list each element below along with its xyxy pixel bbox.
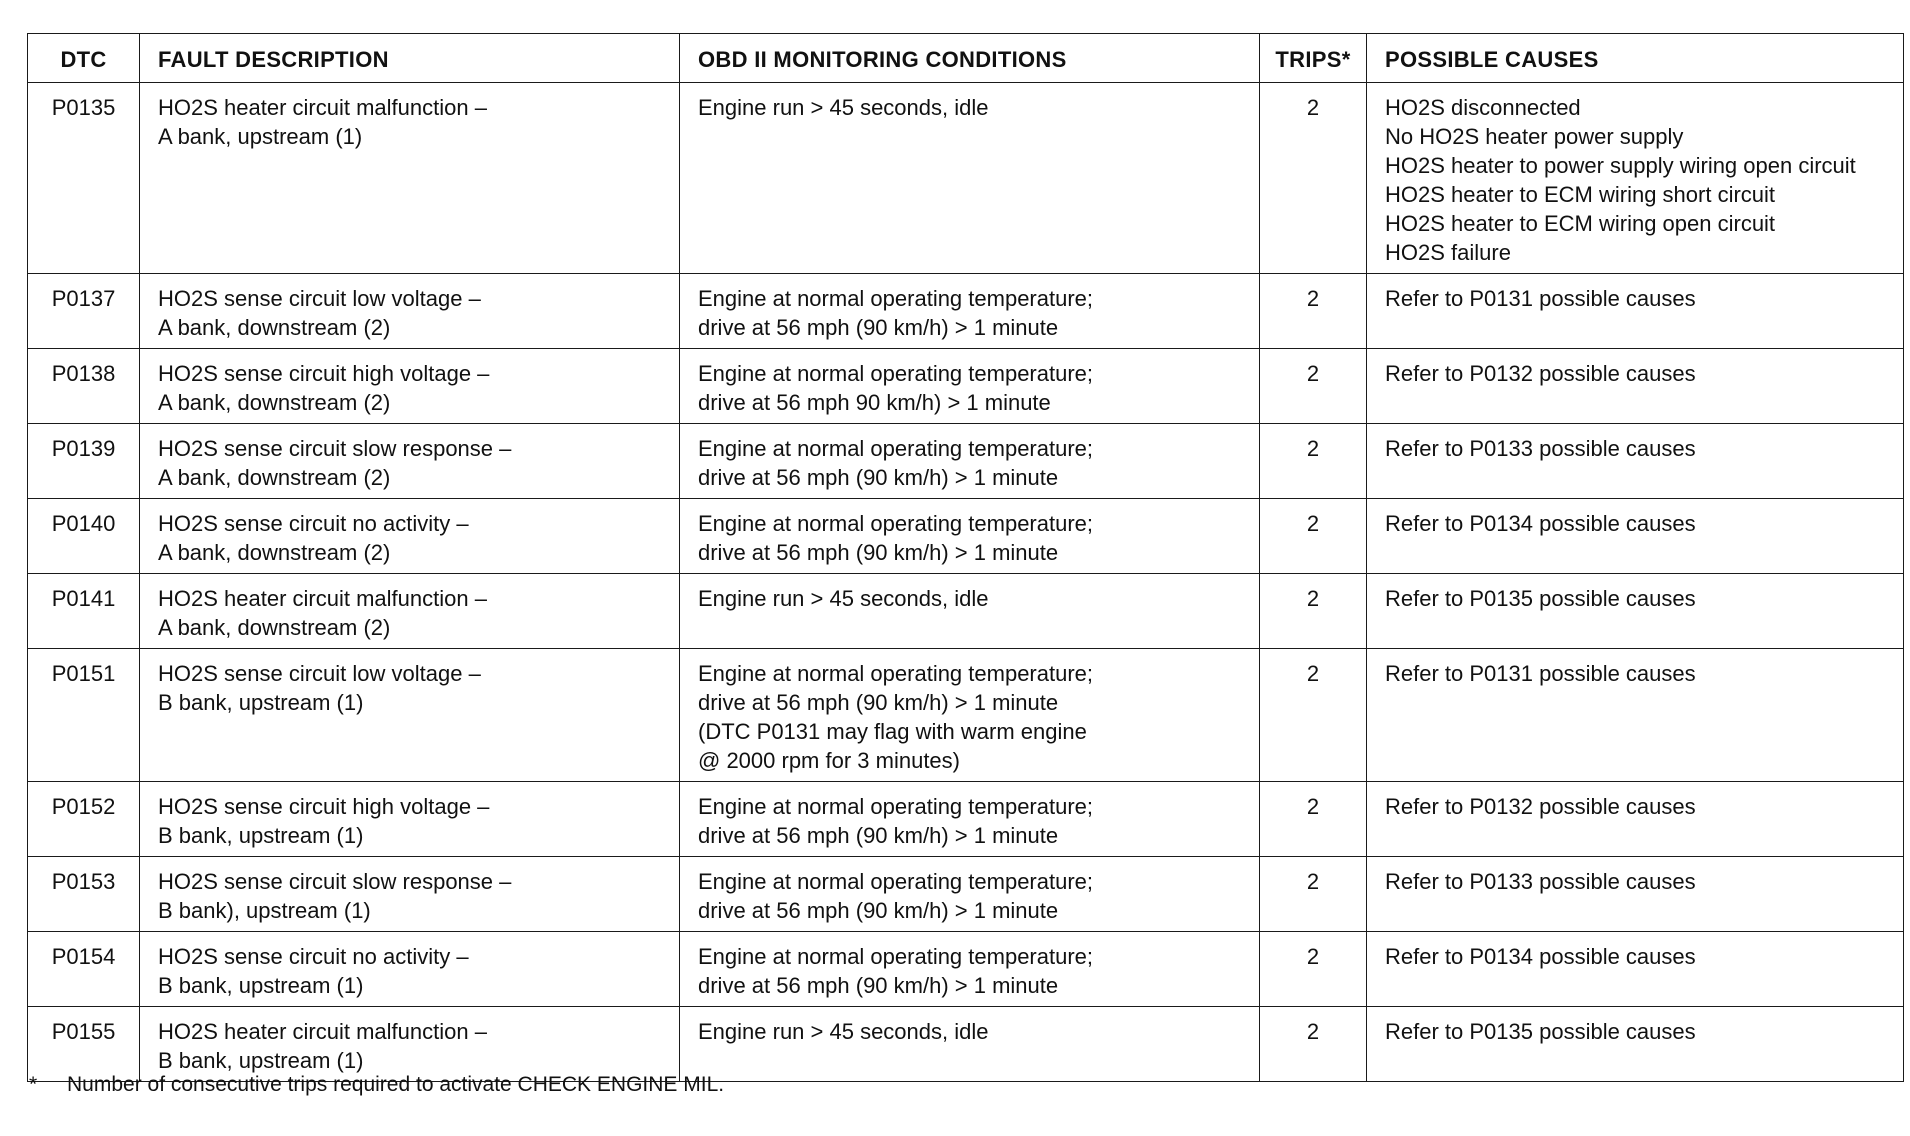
cell-possible-causes: Refer to P0132 possible causes — [1367, 782, 1904, 857]
cell-trips: 2 — [1260, 1007, 1367, 1082]
cell-dtc: P0135 — [28, 83, 140, 274]
cell-obd-conditions: Engine at normal operating temperature; drive at 56 mph (90 km/h) > 1 minute — [680, 782, 1260, 857]
cell-dtc: P0140 — [28, 499, 140, 574]
cell-dtc: P0153 — [28, 857, 140, 932]
table-row — [28, 782, 1904, 857]
cell-fault-description: HO2S sense circuit slow response – B bank), upstream (1) — [140, 857, 680, 932]
cell-dtc: P0151 — [28, 649, 140, 782]
cell-fault-description: HO2S heater circuit malfunction – A bank, downstream (2) — [140, 574, 680, 649]
table-row — [28, 274, 1904, 349]
cell-obd-conditions: Engine at normal operating temperature; drive at 56 mph (90 km/h) > 1 minute — [680, 499, 1260, 574]
cell-possible-causes: Refer to P0134 possible causes — [1367, 932, 1904, 1007]
cell-trips: 2 — [1260, 649, 1367, 782]
cell-dtc: P0152 — [28, 782, 140, 857]
cell-trips: 2 — [1260, 274, 1367, 349]
cell-possible-causes: HO2S disconnected No HO2S heater power supply HO2S heater to power supply wiring open circuit HO2S heater to ECM wiring short circuit HO2S heater to ECM wiring open circuit HO2S failure — [1367, 83, 1904, 274]
footnote — [29, 1073, 724, 1097]
cell-obd-conditions: Engine at normal operating temperature; drive at 56 mph (90 km/h) > 1 minute — [680, 274, 1260, 349]
cell-possible-causes: Refer to P0132 possible causes — [1367, 349, 1904, 424]
header-dtc: DTC — [28, 34, 140, 83]
cell-possible-causes: Refer to P0133 possible causes — [1367, 857, 1904, 932]
cell-obd-conditions: Engine at normal operating temperature; drive at 56 mph (90 km/h) > 1 minute — [680, 424, 1260, 499]
cell-dtc: P0141 — [28, 574, 140, 649]
cell-obd-conditions: Engine at normal operating temperature; drive at 56 mph (90 km/h) > 1 minute — [680, 857, 1260, 932]
cell-possible-causes: Refer to P0131 possible causes — [1367, 274, 1904, 349]
cell-dtc: P0139 — [28, 424, 140, 499]
cell-obd-conditions: Engine at normal operating temperature; drive at 56 mph 90 km/h) > 1 minute — [680, 349, 1260, 424]
cell-trips: 2 — [1260, 857, 1367, 932]
cell-dtc: P0155 — [28, 1007, 140, 1082]
header-row — [28, 34, 1904, 83]
cell-trips: 2 — [1260, 574, 1367, 649]
footnote-mark: * — [29, 1073, 38, 1096]
cell-fault-description: HO2S sense circuit no activity – A bank, downstream (2) — [140, 499, 680, 574]
cell-obd-conditions: Engine run > 45 seconds, idle — [680, 574, 1260, 649]
cell-possible-causes: Refer to P0135 possible causes — [1367, 574, 1904, 649]
table-row — [28, 349, 1904, 424]
cell-fault-description: HO2S sense circuit no activity – B bank, upstream (1) — [140, 932, 680, 1007]
cell-fault-description: HO2S sense circuit low voltage – A bank, downstream (2) — [140, 274, 680, 349]
cell-obd-conditions: Engine run > 45 seconds, idle — [680, 83, 1260, 274]
table-row — [28, 424, 1904, 499]
footnote-text: Number of consecutive trips required to activate CHECK ENGINE MIL. — [67, 1073, 725, 1096]
header-obd-monitoring-conditions: OBD II MONITORING CONDITIONS — [680, 34, 1260, 83]
cell-fault-description: HO2S sense circuit high voltage – A bank, downstream (2) — [140, 349, 680, 424]
cell-obd-conditions: Engine run > 45 seconds, idle — [680, 1007, 1260, 1082]
cell-possible-causes: Refer to P0134 possible causes — [1367, 499, 1904, 574]
cell-fault-description: HO2S heater circuit malfunction – B bank, upstream (1) — [140, 1007, 680, 1082]
dtc-table — [27, 33, 1904, 1082]
table-row — [28, 83, 1904, 274]
cell-fault-description: HO2S sense circuit slow response – A bank, downstream (2) — [140, 424, 680, 499]
cell-trips: 2 — [1260, 424, 1367, 499]
cell-dtc: P0138 — [28, 349, 140, 424]
cell-trips: 2 — [1260, 499, 1367, 574]
table-row — [28, 499, 1904, 574]
header-possible-causes: POSSIBLE CAUSES — [1367, 34, 1904, 83]
cell-trips: 2 — [1260, 349, 1367, 424]
header-trips: TRIPS* — [1260, 34, 1367, 83]
cell-possible-causes: Refer to P0135 possible causes — [1367, 1007, 1904, 1082]
cell-trips: 2 — [1260, 932, 1367, 1007]
cell-possible-causes: Refer to P0133 possible causes — [1367, 424, 1904, 499]
table-row — [28, 574, 1904, 649]
cell-dtc: P0137 — [28, 274, 140, 349]
table-row — [28, 1007, 1904, 1082]
cell-trips: 2 — [1260, 782, 1367, 857]
table-row — [28, 857, 1904, 932]
header-fault-description: FAULT DESCRIPTION — [140, 34, 680, 83]
cell-trips: 2 — [1260, 83, 1367, 274]
cell-obd-conditions: Engine at normal operating temperature; drive at 56 mph (90 km/h) > 1 minute — [680, 932, 1260, 1007]
cell-obd-conditions: Engine at normal operating temperature; drive at 56 mph (90 km/h) > 1 minute (DTC P0131 may flag with warm engine @ 2000 rpm for 3 minutes) — [680, 649, 1260, 782]
cell-fault-description: HO2S sense circuit low voltage – B bank, upstream (1) — [140, 649, 680, 782]
table-row — [28, 649, 1904, 782]
cell-possible-causes: Refer to P0131 possible causes — [1367, 649, 1904, 782]
cell-dtc: P0154 — [28, 932, 140, 1007]
cell-fault-description: HO2S sense circuit high voltage – B bank, upstream (1) — [140, 782, 680, 857]
cell-fault-description: HO2S heater circuit malfunction – A bank, upstream (1) — [140, 83, 680, 274]
table-row — [28, 932, 1904, 1007]
